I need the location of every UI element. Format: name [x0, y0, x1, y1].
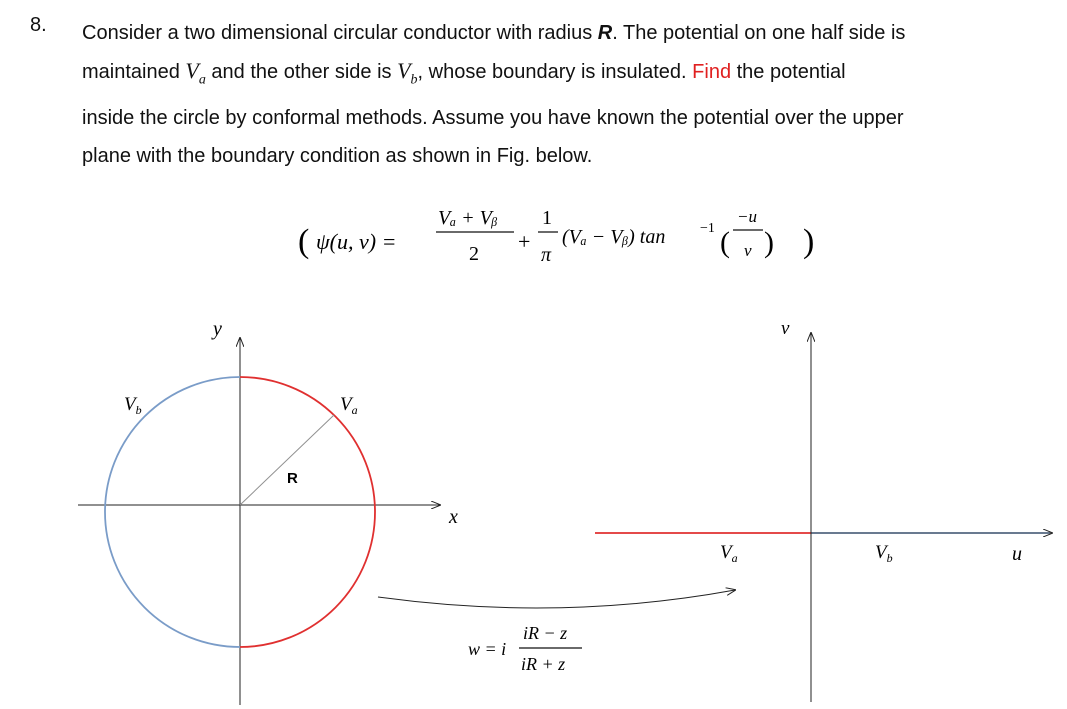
- question-number: 8.: [30, 14, 47, 36]
- potential-formula: [298, 207, 814, 266]
- vb-half-circle: [105, 377, 240, 647]
- mapping-arrow: [378, 590, 735, 608]
- left-va-label: $V_a$: [340, 394, 358, 417]
- find-word: Find: [692, 61, 732, 83]
- y-axis-label: y: [213, 318, 222, 340]
- formula-middle: (Vₐ − Vᵦ) tan: [562, 226, 666, 248]
- va-half-circle: [240, 377, 375, 647]
- w-plane-diagram: [595, 318, 1052, 702]
- question-line-2-b: and the other side is: [205, 61, 398, 83]
- va-symbol: $V_a$: [185, 58, 206, 88]
- formula-frac2-numerator: 1: [542, 207, 552, 229]
- radius-symbol: R: [597, 22, 613, 44]
- question-line-2-d: the potential: [731, 61, 846, 83]
- formula-frac3-numerator: −u: [737, 207, 757, 226]
- question-line-4: plane with the boundary condition as shown in Fig. below.: [82, 145, 593, 168]
- question-line-3: inside the circle by conformal methods. Assume you have known the potential over the upper: [82, 107, 904, 130]
- formula-frac3-denominator: v: [744, 241, 752, 260]
- question-line-2-a: maintained: [82, 61, 186, 83]
- map-numerator: iR − z: [523, 623, 568, 643]
- question-line-2-c: , whose boundary is insulated.: [417, 61, 693, 83]
- question-line-1-text: Consider a two dimensional circular conductor with radius: [82, 22, 598, 44]
- u-axis-label: u: [1012, 543, 1022, 565]
- formula-frac1-denominator: 2: [469, 243, 479, 265]
- x-axis-label: x: [449, 506, 458, 528]
- formula-open-paren: (: [298, 223, 310, 260]
- left-vb-label: $V_b$: [124, 394, 142, 417]
- question-line-1-end: . The potential on one half side is: [612, 22, 906, 44]
- formula-lhs: ψ(u, v) =: [316, 229, 397, 254]
- v-axis-label: v: [781, 318, 790, 339]
- formula-inner-open-paren: (: [720, 226, 730, 259]
- conformal-map: [378, 590, 735, 674]
- radius-line: [240, 415, 334, 505]
- radius-label: R: [287, 470, 298, 487]
- right-vb-label: $V_b$: [875, 542, 893, 565]
- right-va-label: $V_a$: [720, 542, 738, 565]
- formula-frac2-denominator: π: [541, 244, 552, 266]
- formula-inner-close-paren: ): [764, 226, 774, 259]
- formula-frac1-numerator: Vₐ + Vᵦ: [438, 207, 498, 229]
- formula-plus: +: [518, 229, 531, 254]
- vb-symbol: $V_b$: [397, 58, 418, 88]
- formula-power: −1: [700, 221, 715, 236]
- z-plane-diagram: [78, 318, 458, 705]
- map-denominator: iR + z: [521, 654, 566, 674]
- map-lhs: w = i: [468, 639, 507, 659]
- formula-close-paren: ): [803, 223, 815, 260]
